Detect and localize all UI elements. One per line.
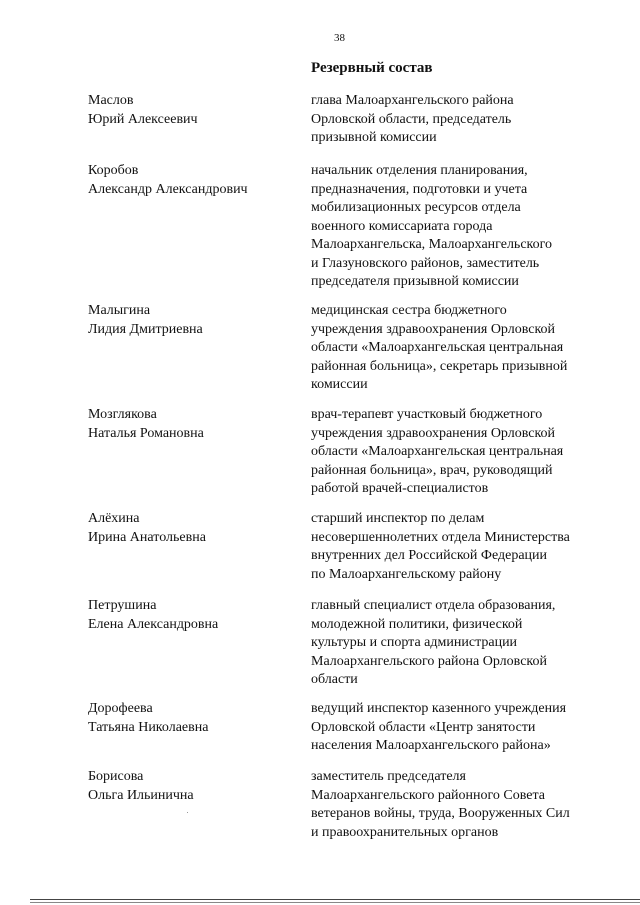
position-line: предназначения, подготовки и учета (311, 181, 528, 197)
member-position (311, 597, 611, 690)
position-line: населения Малоархангельского района» (311, 738, 551, 753)
position-line: старший инспектор по делам (311, 511, 485, 526)
position-line: заместитель председателя (311, 769, 466, 784)
member-surname: Маслов (88, 93, 134, 108)
member-position (311, 768, 611, 842)
scan-edge-line (30, 902, 640, 903)
position-line: главный специалист отдела образования, (311, 598, 556, 613)
position-line: области (311, 672, 358, 687)
member-given-names: Лидия Дмитриевна (88, 321, 203, 337)
member-name (88, 510, 298, 547)
member-position (311, 162, 611, 292)
member-name (88, 92, 298, 129)
position-line: учреждения здравоохранения Орловской (311, 321, 556, 337)
member-position (311, 700, 611, 756)
position-line: работой врачей-специалистов (311, 481, 489, 496)
position-line: культуры и спорта администрации (311, 635, 518, 650)
position-line: ведущий инспектор казенного учреждения (311, 701, 567, 716)
member-surname: Малыгина (88, 303, 151, 318)
member-surname: Борисова (88, 769, 144, 784)
member-position (311, 406, 611, 499)
member-surname: Дорофеева (88, 701, 153, 716)
member-position (311, 302, 611, 395)
position-line: Малоархангельска, Малоархангельского (311, 237, 553, 252)
member-surname: Коробов (88, 163, 139, 178)
member-given-names: Татьяна Николаевна (88, 719, 209, 735)
position-line: начальник отделения планирования, (311, 163, 528, 178)
position-line: внутренних дел Российской Федерации (311, 548, 548, 563)
position-line: врач-терапевт участковый бюджетного (311, 407, 543, 422)
position-line: молодежной политики, физической (311, 616, 523, 632)
position-line: Орловской области «Центр занятости (311, 719, 536, 735)
position-line: учреждения здравоохранения Орловской (311, 425, 556, 441)
position-line: районная больница», врач, руководящий (311, 462, 553, 478)
position-line: несовершеннолетних отдела Министерства (311, 529, 570, 545)
page-number: 38 (334, 32, 345, 44)
position-line: глава Малоархангельского района (311, 93, 514, 108)
member-surname: Алёхина (88, 511, 140, 526)
position-line: Малоархангельского района Орловской (311, 653, 547, 669)
position-line: комиссии (311, 377, 368, 392)
position-line: области «Малоархангельская центральная (311, 340, 564, 355)
member-given-names: Елена Александровна (88, 616, 219, 632)
member-given-names: Ирина Анатольевна (88, 529, 206, 545)
member-given-names: Ольга Ильинична (88, 787, 194, 803)
member-name (88, 302, 298, 339)
position-line: председателя призывной комиссии (311, 274, 519, 289)
member-name (88, 768, 298, 805)
member-name (88, 700, 298, 737)
position-line: военного комиссариата города (311, 218, 493, 234)
position-line: области «Малоархангельская центральная (311, 444, 564, 459)
member-name (88, 597, 298, 634)
member-name (88, 162, 298, 199)
position-line: ветеранов войны, труда, Вооруженных Сил (311, 806, 570, 821)
position-line: Малоархангельского районного Совета (311, 787, 546, 803)
scan-edge-line (30, 899, 640, 900)
position-line: медицинская сестра бюджетного (311, 303, 507, 318)
member-position (311, 92, 611, 148)
position-line: призывной комиссии (311, 130, 437, 145)
member-given-names: Александр Александрович (88, 181, 248, 197)
section-title: Резервный состав (311, 60, 433, 76)
position-line: Орловской области, председатель (311, 111, 512, 127)
member-given-names: Юрий Алексеевич (88, 111, 198, 127)
position-line: по Малоархангельскому району (311, 566, 502, 582)
member-surname: Петрушина (88, 598, 157, 613)
position-line: мобилизационных ресурсов отдела (311, 200, 521, 215)
member-given-names: Наталья Романовна (88, 425, 204, 441)
member-name (88, 406, 298, 443)
position-line: районная больница», секретарь призывной (311, 358, 568, 374)
position-line: и Глазуновского районов, заместитель (311, 255, 540, 271)
position-line: и правоохранительных органов (311, 824, 499, 840)
scan-speck (187, 812, 188, 813)
member-position (311, 510, 611, 584)
member-surname: Мозглякова (88, 407, 157, 422)
